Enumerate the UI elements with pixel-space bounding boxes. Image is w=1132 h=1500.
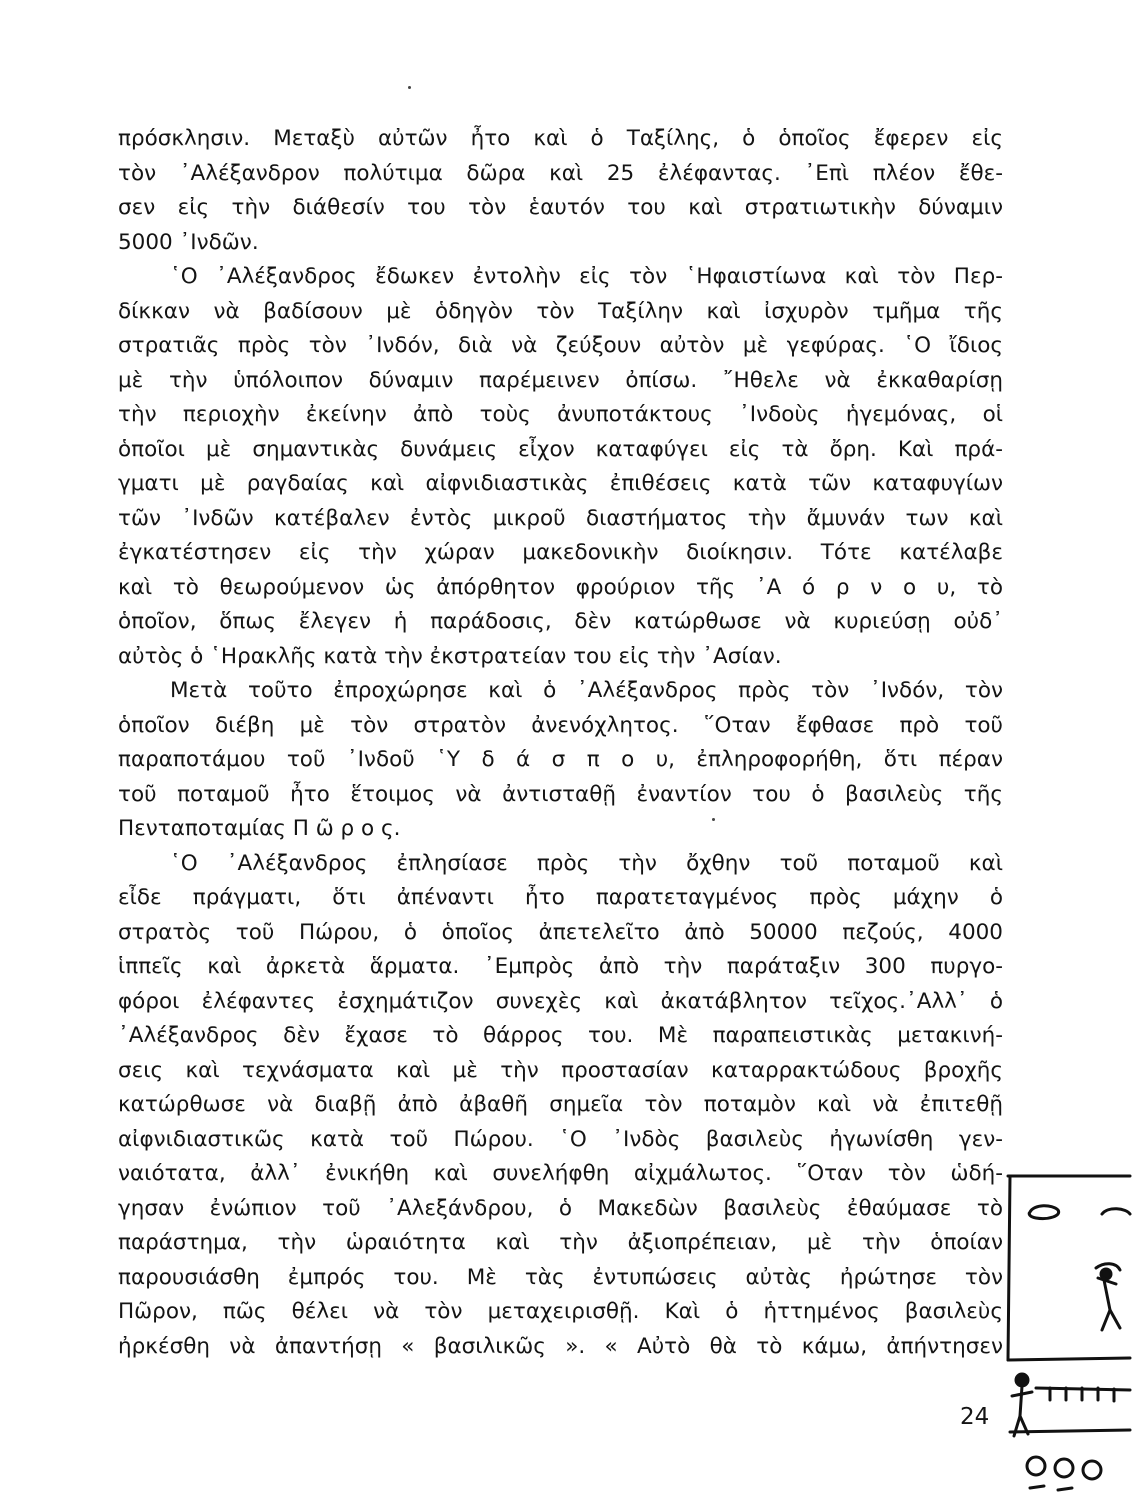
text-line: στρατὸς τοῦ Πώρου, ὁ ὁποῖος ἀπετελεῖτο ἀπὸ 50000 πεζούς, 4000 <box>118 919 1003 945</box>
text-line: δίκκαν νὰ βαδίσουν μὲ ὁδηγὸν τὸν Ταξίλην καὶ ἰσχυρὸν τμῆμα τῆς <box>118 298 1003 324</box>
text-line: ὁποῖον διέβη μὲ τὸν στρατὸν ἀνενόχλητος. ῞Οταν ἔφθασε πρὸ τοῦ <box>118 712 1003 738</box>
text-line: καὶ τὸ θεωρούμενον ὡς ἀπόρθητον φρούριον τῆς ᾿Α ό ρ ν ο υ, τὸ <box>118 574 1003 600</box>
text-line: αὐτὸς ὁ ῾Ηρακλῆς κατὰ τὴν ἐκστρατείαν του εἰς τὴν ᾿Ασίαν. <box>118 643 782 669</box>
text-line: σεν εἰς τὴν διάθεσίν του τὸν ἑαυτόν του καὶ στρατιωτικὴν δύναμιν <box>118 195 1003 220</box>
page-number: 24 <box>960 1404 990 1430</box>
text-line: Μετὰ τοῦτο ἐπροχώρησε καὶ ὁ ᾿Αλέξανδρος πρὸς τὸν ᾿Ινδόν, τὸν <box>170 678 1003 703</box>
text-line: σεις καὶ τεχνάσματα καὶ μὲ τὴν προστασίαν καταρρακτώδους βροχῆς <box>118 1057 1003 1083</box>
text-line: εἶδε πράγματι, ὅτι ἀπέναντι ἦτο παρατεταγμένος πρὸς μάχην ὁ <box>118 885 1003 910</box>
text-line: τῶν ᾿Ινδῶν κατέβαλεν ἐντὸς μικροῦ διαστήματος τὴν ἄμυνάν των καὶ <box>118 505 1003 531</box>
text-line: ᾿Αλέξανδρος δὲν ἔχασε τὸ θάρρος του. Μὲ παραπειστικὰς μετακινή- <box>118 1023 1003 1048</box>
text-line: ὁποῖον, ὅπως ἔλεγεν ἡ παράδοσις, δὲν κατώρθωσε νὰ κυριεύσῃ οὐδ᾿ <box>118 609 1003 634</box>
text-line: ἱππεῖς καὶ ἀρκετὰ ἅρματα. ᾿Εμπρὸς ἀπὸ τὴν παράταξιν 300 πυργο- <box>118 954 1003 979</box>
text-line: ναιότατα, ἀλλ᾿ ἐνικήθη καὶ συνελήφθη αἰχμάλωτος. ῞Οταν τὸν ὡδή- <box>118 1161 1003 1186</box>
text-line: στρατιᾶς πρὸς τὸν ᾿Ινδόν, διὰ νὰ ζεύξουν αὐτὸν μὲ γεφύρας. ῾Ο ἴδιος <box>118 333 1003 358</box>
body-text <box>118 122 1003 1364</box>
text-line: ὁποῖοι μὲ σημαντικὰς δυνάμεις εἶχον καταφύγει εἰς τὰ ὄρη. Καὶ πρά- <box>118 436 1003 462</box>
print-speck <box>408 86 411 89</box>
text-line: τὴν περιοχὴν ἐκείνην ἀπὸ τοὺς ἀνυποτάκτους ᾿Ινδοὺς ἡγεμόνας, οἱ <box>118 402 1003 427</box>
text-line: μὲ τὴν ὑπόλοιπον δύναμιν παρέμεινεν ὀπίσω. ῎Ηθελε νὰ ἐκκαθαρίσῃ <box>118 367 1003 393</box>
text-line: πρόσκλησιν. Μεταξὺ αὐτῶν ἦτο καὶ ὁ Ταξίλης, ὁ ὁποῖος ἔφερεν εἰς <box>118 126 1003 151</box>
text-line: ἐγκατέστησεν εἰς τὴν χώραν μακεδονικὴν διοίκησιν. Τότε κατέλαβε <box>118 540 1003 565</box>
text-line: ῾Ο ᾿Αλέξανδρος ἔδωκεν ἐντολὴν εἰς τὸν ῾Ηφαιστίωνα καὶ τὸν Περ- <box>170 264 1003 289</box>
text-line: 5000 ᾿Ινδῶν. <box>118 229 259 255</box>
text-line: παραποτάμου τοῦ ᾿Ινδοῦ ῾Υ δ ά σ π ο υ, ἐπληροφορήθη, ὅτι πέραν <box>118 747 1003 772</box>
text-line: ῾Ο ᾿Αλέξανδρος ἐπλησίασε πρὸς τὴν ὄχθην τοῦ ποταμοῦ καὶ <box>170 850 1003 876</box>
margin-doodle <box>1000 1170 1132 1500</box>
text-line: γησαν ἐνώπιον τοῦ ᾿Αλεξάνδρου, ὁ Μακεδὼν βασιλεὺς ἐθαύμασε τὸ <box>118 1195 1003 1221</box>
text-line: αἰφνιδιαστικῶς κατὰ τοῦ Πώρου. ῾Ο ᾿Ινδὸς βασιλεὺς ἠγωνίσθη γεν- <box>118 1126 1003 1152</box>
text-line: γματι μὲ ραγδαίας καὶ αἰφνιδιαστικὰς ἐπιθέσεις κατὰ τῶν καταφυγίων <box>118 471 1003 496</box>
text-line: τὸν ᾿Αλέξανδρον πολύτιμα δῶρα καὶ 25 ἐλέφαντας. ᾿Επὶ πλέον ἔθε- <box>118 160 1003 186</box>
text-line: τοῦ ποταμοῦ ἦτο ἕτοιμος νὰ ἀντισταθῇ ἐναντίον του ὁ βασιλεὺς τῆς <box>118 781 1003 807</box>
print-speck <box>712 818 715 821</box>
text-line: Πῶρον, πῶς θέλει νὰ τὸν μεταχειρισθῇ. Καὶ ὁ ἡττημένος βασιλεὺς <box>118 1299 1003 1324</box>
text-line: Πενταποταμίας Π ῶ ρ ο ς. <box>118 816 401 841</box>
text-line: φόροι ἐλέφαντες ἐσχημάτιζον συνεχὲς καὶ ἀκατάβλητον τεῖχος.᾿Αλλ᾿ ὁ <box>118 988 1003 1014</box>
text-line: παρουσιάσθη ἐμπρός του. Μὲ τὰς ἐντυπώσεις αὐτὰς ἠρώτησε τὸν <box>118 1264 1003 1290</box>
text-line: ἠρκέσθη νὰ ἀπαντήσῃ « βασιλικῶς ». « Αὐτὸ θὰ τὸ κάμω, ἀπήντησεν <box>118 1333 1003 1359</box>
text-line: κατώρθωσε νὰ διαβῇ ἀπὸ ἀβαθῆ σημεῖα τὸν ποταμὸν καὶ νὰ ἐπιτεθῇ <box>118 1092 1003 1117</box>
text-line: παράστημα, τὴν ὡραιότητα καὶ τὴν ἀξιοπρέπειαν, μὲ τὴν ὁποίαν <box>118 1230 1003 1255</box>
